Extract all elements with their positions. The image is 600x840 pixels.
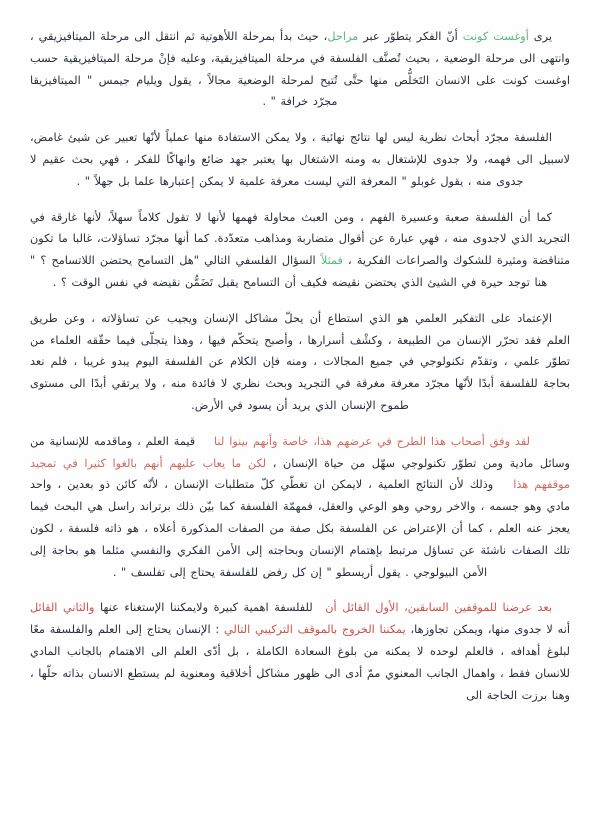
p6-segment-6: : الإنسان يحتاج إلى العلم والفلسفة معًا لبلوغ أهدافه ، فالعلم لوحده لا يمكنه من بلوغ السعادة الكاملة ، بل أدّى العلم الى الاهتمام بالجانب المادي للانسان فقط ، واهمال الجانب المعنوي ممّ أدى الى ظهور مشاكل أخلاقية ومعنوية لم يستطع الانسان بذاته حلّها ، وهنا برزت الحاجة الى (30, 623, 570, 702)
p1-segment-3: أنّ الفكر يتطوّر عبر (358, 30, 463, 43)
p6-highlight-first-position: بعد عرضنا للموقفين السابقين، الأول القائل أن (325, 601, 552, 615)
p5-highlight-but-criticism: لكن ما يعاب عليهم أنهم بالغوا كثيرا في تمجيد موقفهم هذا (30, 456, 570, 492)
paragraph-comte (30, 26, 570, 113)
p1-highlight-marahil: مراحل (327, 30, 359, 43)
p5-segment-2: قيمة العلم ، وماقدمه للإنسانية من وسائل مادية ومن تطوّر تكنولوجي سهّل من حياة الإنسان ، (30, 434, 570, 470)
p3-segment-1: كما أن الفلسفة صعبة وعسيرة الفهم ، ومن العبث محاولة فهمها لأنها لا تقول كلاماً سهلاً، لأنها غارقة في التجريد الذي لاجدوى منه ، فهي عبارة عن أقوال متضاربة ومذاهب متعدّدة. كما أنها مجرّد تساؤلات، غالبا ما تكون متناقضة ومثيرة للشكوك والصراعات الفكرية ، (30, 210, 570, 268)
p1-segment-5: ، حيث بدأ بمرحلة اللأهوتية ثم انتقل الى مرحلة الميتافيزيقي ، وانتهى الى مرحلة الوضعية ، بحيث تُصنَّف الفلسفة في مرحلة الميتافيزيقية، وعليه فإنْ مرحلة الميتافيزيقية حسب اوغست كونت على الانسان التَخلُّص منها حتَّى تُتيح لمرحلة الوضعية مجالاً ، يقول ويليام جيمس " الميتافيزيقا مجرّد خرافة " . (30, 30, 570, 109)
paragraph-synthesis (30, 597, 570, 706)
p3-highlight-famathalan: فمثلاً (320, 254, 343, 268)
p1-segment-1: يرى (528, 30, 553, 43)
p1-highlight-auguste-comte: أوغست كونت (462, 30, 529, 43)
p4-text: الإعتماد على التفكير العلمي هو الذي استطاع أن يحلّ مشاكل الإنسان ويجيب عن تساؤلاته ، وعن طريق العلم فقد تحرّر الإنسان من الطبيعة ، وكشْف أسرارها ، وأصبح يتحكّم فيها ، وهذا يتجلّى فيما حقّقه العلماء من تطوّر علمي ، وتقدّم تكنولوجي في جميع المجالات ، ومنه فإن الكلام عن الفلسفة اليوم يبدو غريبا ، فلم نعد بحاجة للفلسفة أبدًا لأنّها مجرّد معرفة مغرقة في التجريد وبحث نظري لا فائدة منه ، ولا يرتقي أبدًا الى مستوى طموح الإنسان الذي يريد أن يسود في الأرض. (30, 311, 570, 412)
p6-segment-4: أنه لا جدوى منها، ويمكن تجاوزها، (405, 623, 570, 637)
paragraph-philosophy-theoretical (30, 127, 570, 192)
p3-segment-3: السؤال الفلسفي التالي "هل التسامح يحتضن اللاتسامح ؟ " هنا توجد حيرة في الشيئ الذي يحتضن نقيضه فكيف أن التسامح يقبل تَضَمُّن نقيضه في نفس الوقت ؟ . (30, 254, 548, 289)
p6-highlight-second-position: والثاني القائل (30, 601, 95, 615)
p6-segment-2: للفلسفة اهمية كبيرة ولايمكننا الإستغناء عنها (94, 601, 319, 615)
p5-segment-4: وذلك لأن النتائج العلمية ، لايمكن ان تغطّي كلّ متطلبات الإنسان ، لأنّه كائن ذو بعدين ، واحد مادي وهو جسمه ، والاخر روحي وهو الوعي والعقل، فمهمّة الفلسفة كما بيّن ذلك برتراند راسل هي البحث فيما يعجز عنه العلم ، كما أن الإعتراض عن الفلسفة بكل صفة من الصفات المذكورة أعلاه ، هو ذاته فلسفة ، لكون تلك الصفات ناشئة عن تساؤل مرتبط بإهتمام الإنسان وبحاجته إلى الأمن الفكري والنفسي مثلما هو بحاجة إلى الأمن البيولوجي . يقول أريسطو " إن كل رفض للفلسفة يحتاج إلى تفلسف " . (30, 478, 570, 579)
p5-highlight-opening-critique: لقد وفق أصحاب هذا الطرح في عرضهم هذا، خاصة وأنهم بينوا لنا (214, 434, 530, 448)
p6-highlight-synthesis-conclusion: يمكننا الخروج بالموقف التركيبي التالي (223, 623, 406, 637)
paragraph-philosophy-difficult (30, 207, 570, 294)
paragraph-scientific-thinking (30, 308, 570, 417)
paragraph-critique (30, 431, 570, 584)
p2-text: الفلسفة مجرّد أبحاث نظرية ليس لها نتائج نهائية ، ولا يمكن الاستفادة منها عملياً لأنّها تعبير عن شيئ غامض، لاسبيل الى فهمه، ولا جدوى للإشتغال به ومنه الاشتغال بها يعتبر جهد ضائع وانهاكًا للفكر ، فهي بحث عقيم لا جدوى منه ، يقول غوبلو " المعرفة التي ليست معرفة علمية لا يمكن إعتبارها علما بل جهلاً " . (30, 131, 570, 188)
